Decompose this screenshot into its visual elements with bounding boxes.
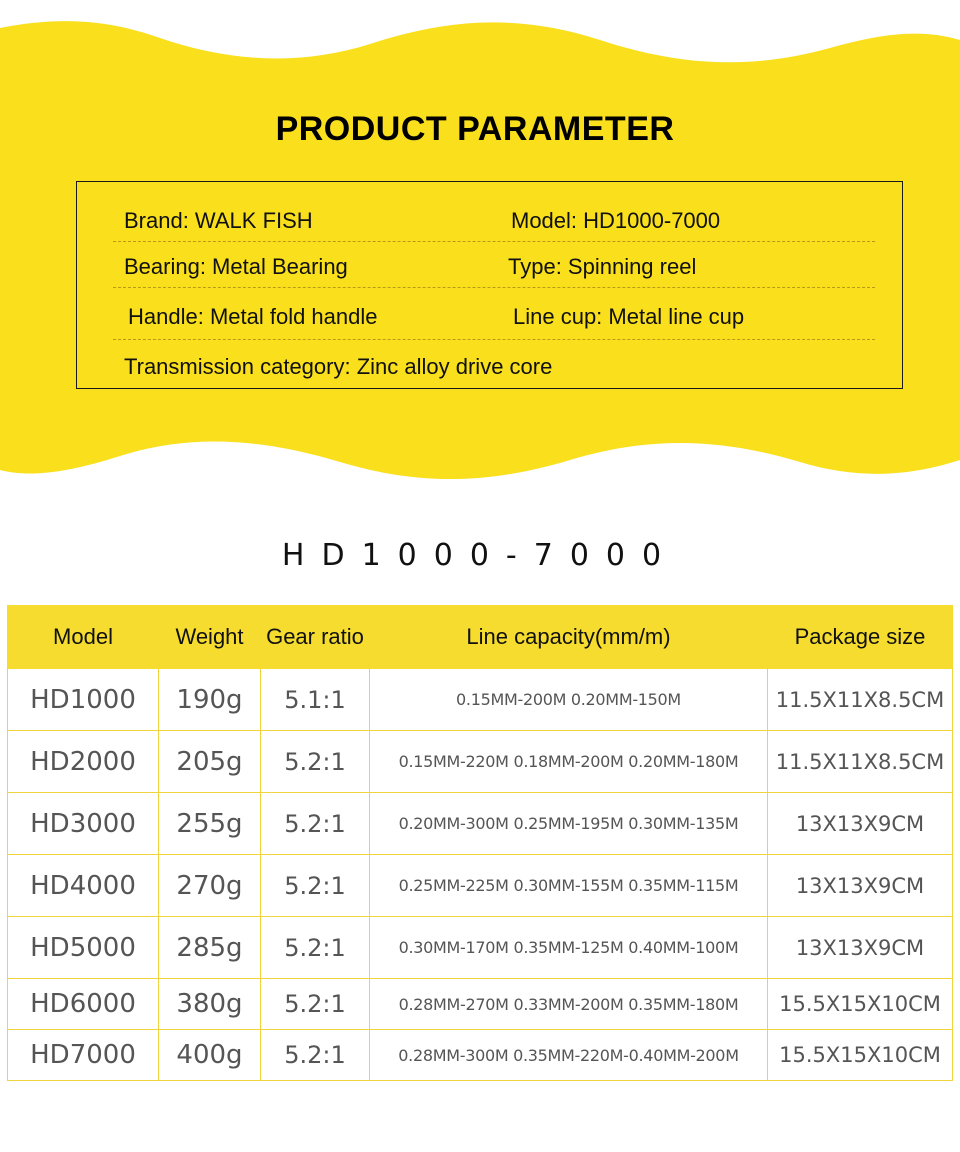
type-text: Type: Spinning reel xyxy=(508,254,697,279)
dashed-divider xyxy=(113,287,875,288)
line-capacity-cell: 0.28MM-270M 0.33MM-200M 0.35MM-180M xyxy=(370,979,768,1030)
weight-cell: 380g xyxy=(159,979,261,1030)
package-size-cell: 11.5X11X8.5CM xyxy=(768,669,953,731)
weight-cell: 190g xyxy=(159,669,261,731)
gear-ratio-cell: 5.1:1 xyxy=(261,669,370,731)
handle-text: Handle: Metal fold handle xyxy=(128,304,378,329)
gear-ratio-cell: 5.2:1 xyxy=(261,979,370,1030)
line-capacity-cell: 0.15MM-220M 0.18MM-200M 0.20MM-180M xyxy=(370,731,768,793)
parameter-box xyxy=(76,181,903,389)
package-size-cell: 13X13X9CM xyxy=(768,855,953,917)
param-row xyxy=(113,242,863,288)
dashed-divider xyxy=(113,339,875,340)
header-weight: Weight xyxy=(159,606,261,669)
table-row xyxy=(8,1030,953,1081)
package-size-cell: 11.5X11X8.5CM xyxy=(768,731,953,793)
model-text: Model: HD1000-7000 xyxy=(511,208,721,233)
line-capacity-cell: 0.25MM-225M 0.30MM-155M 0.35MM-115M xyxy=(370,855,768,917)
table-row xyxy=(8,917,953,979)
bearing-text: Bearing: Metal Bearing xyxy=(124,254,348,279)
param-row xyxy=(113,342,863,388)
table-row xyxy=(8,855,953,917)
header-model: Model xyxy=(8,606,159,669)
package-size-cell: 15.5X15X10CM xyxy=(768,1030,953,1081)
model-cell: HD5000 xyxy=(8,917,159,979)
transmission-text: Transmission category: Zinc alloy drive core xyxy=(124,354,553,379)
brand-text: Brand: WALK FISH xyxy=(124,208,313,233)
line-cup-text: Line cup: Metal line cup xyxy=(513,304,745,329)
line-capacity-cell: 0.28MM-300M 0.35MM-220M-0.40MM-200M xyxy=(370,1030,768,1081)
model-cell: HD7000 xyxy=(8,1030,159,1081)
weight-cell: 270g xyxy=(159,855,261,917)
header-gear-ratio: Gear ratio xyxy=(261,606,370,669)
model-cell: HD4000 xyxy=(8,855,159,917)
weight-cell: 205g xyxy=(159,731,261,793)
table-header-row xyxy=(8,606,953,669)
package-size-cell: 13X13X9CM xyxy=(768,793,953,855)
param-row xyxy=(113,292,863,340)
line-capacity-cell: 0.15MM-200M 0.20MM-150M xyxy=(370,669,768,731)
line-capacity-cell: 0.30MM-170M 0.35MM-125M 0.40MM-100M xyxy=(370,917,768,979)
weight-cell: 255g xyxy=(159,793,261,855)
model-cell: HD6000 xyxy=(8,979,159,1030)
model-range-heading: HD1000-7000 xyxy=(281,538,679,573)
package-size-cell: 13X13X9CM xyxy=(768,917,953,979)
gear-ratio-cell: 5.2:1 xyxy=(261,1030,370,1081)
weight-cell: 285g xyxy=(159,917,261,979)
spec-table xyxy=(7,605,953,1081)
gear-ratio-cell: 5.2:1 xyxy=(261,855,370,917)
table-row xyxy=(8,793,953,855)
param-row xyxy=(113,196,863,242)
line-capacity-cell: 0.20MM-300M 0.25MM-195M 0.30MM-135M xyxy=(370,793,768,855)
weight-cell: 400g xyxy=(159,1030,261,1081)
table-row xyxy=(8,731,953,793)
gear-ratio-cell: 5.2:1 xyxy=(261,793,370,855)
product-parameter-title: PRODUCT PARAMETER xyxy=(275,110,675,148)
table-row xyxy=(8,979,953,1030)
model-cell: HD3000 xyxy=(8,793,159,855)
table-row xyxy=(8,669,953,731)
model-cell: HD1000 xyxy=(8,669,159,731)
gear-ratio-cell: 5.2:1 xyxy=(261,917,370,979)
header-line-capacity: Line capacity(mm/m) xyxy=(370,606,768,669)
gear-ratio-cell: 5.2:1 xyxy=(261,731,370,793)
header-package-size: Package size xyxy=(768,606,953,669)
package-size-cell: 15.5X15X10CM xyxy=(768,979,953,1030)
model-cell: HD2000 xyxy=(8,731,159,793)
